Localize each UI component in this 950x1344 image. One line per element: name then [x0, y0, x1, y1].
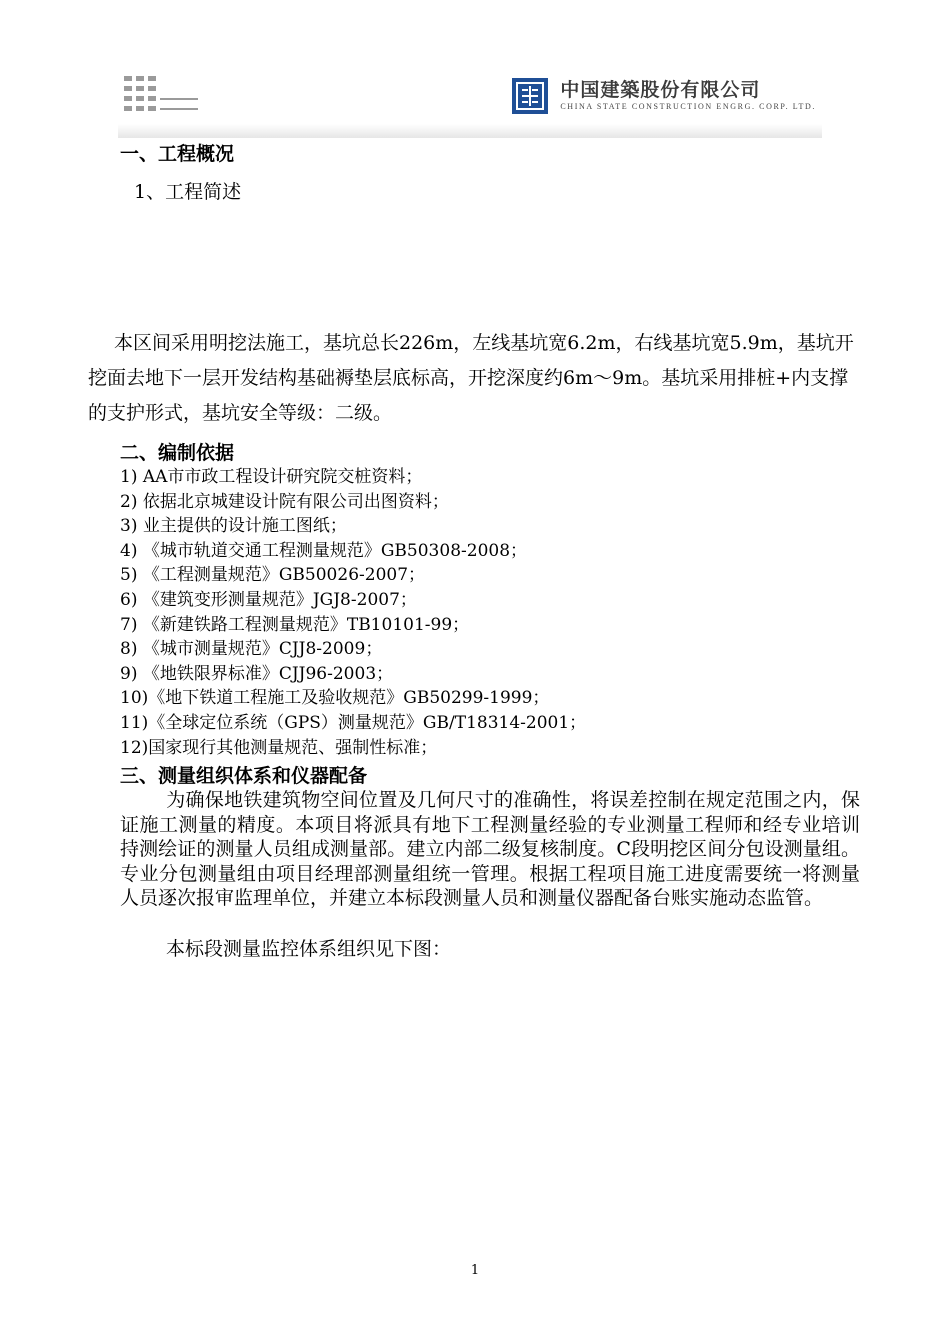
- list-item: 1) AA市市政工程设计研究院交桩资料；: [120, 467, 423, 487]
- reference-list: [120, 465, 860, 760]
- list-item: 11)《全球定位系统（GPS）测量规范》GB/T18314-2001；: [120, 712, 587, 733]
- figure-reference-text: 本标段测量监控体系组织见下图：: [166, 938, 452, 960]
- section-1-title: 一、工程概况: [120, 143, 235, 165]
- list-item: 7) 《新建铁路工程测量规范》TB10101-99；: [120, 614, 470, 635]
- project-overview-text: 本区间采用明挖法施工，基坑总长226m，左线基坑宽6.2m，右线基坑宽5.9m，基坑开挖面去地下一层开发结构基础褥垫层底标高，开挖深度约6m～9m。基坑采用排桩+内支撑的支护形式，基坑安全等级：二级。: [88, 332, 854, 424]
- list-item: 8) 《城市测量规范》CJJ8-2009；: [120, 639, 383, 660]
- company-left-logo-icon: [122, 72, 202, 116]
- company-name-cn: 中国建築股份有限公司: [560, 79, 761, 101]
- figure-reference-paragraph: [120, 937, 860, 962]
- project-overview-paragraph: [88, 326, 860, 431]
- list-item: 12)国家现行其他测量规范、强制性标准；: [120, 737, 438, 758]
- list-item: 5) 《工程测量规范》GB50026-2007；: [120, 565, 426, 586]
- survey-organization-text: 为确保地铁建筑物空间位置及几何尺寸的准确性，将误差控制在规定范围之内，保证施工测量的精度。本项目将派具有地下工程测量经验的专业测量工程师和经专业培训持测绘证的测量人员组成测量部。建立内部二级复核制度。C段明挖区间分包设测量组。专业分包测量组由项目经理部测量组统一管理。根据工程项目施工进度需要统一将测量人员逐次报审监理单位，并建立本标段测量人员和测量仪器配备台账实施动态监管。: [120, 789, 860, 910]
- company-brand: [512, 76, 816, 116]
- section-3-title: 三、测量组织体系和仪器配备: [120, 765, 368, 787]
- list-item: 3) 业主提供的设计施工图纸；: [120, 516, 347, 537]
- page-header: [118, 62, 822, 138]
- header-divider: [118, 124, 822, 138]
- list-item: 6) 《建筑变形测量规范》JGJ8-2007；: [120, 589, 417, 610]
- section-2-title: 二、编制依据: [120, 442, 235, 464]
- cscec-logo-icon: [512, 78, 548, 114]
- list-item: 2) 依据北京城建设计院有限公司出图资料；: [120, 491, 449, 512]
- list-item: 4) 《城市轨道交通工程测量规范》GB50308-2008；: [120, 540, 528, 561]
- list-item: 9) 《地铁限界标准》CJJ96-2003；: [120, 663, 394, 684]
- section-1-subtitle: 1、工程简述: [134, 181, 242, 203]
- page-number: 1: [470, 1263, 480, 1278]
- list-item: 10)《地下铁道工程施工及验收规范》GB50299-1999；: [120, 688, 550, 709]
- survey-organization-paragraph: [120, 788, 860, 911]
- company-name-en: CHINA STATE CONSTRUCTION ENGRG. CORP. LTD.: [560, 102, 816, 111]
